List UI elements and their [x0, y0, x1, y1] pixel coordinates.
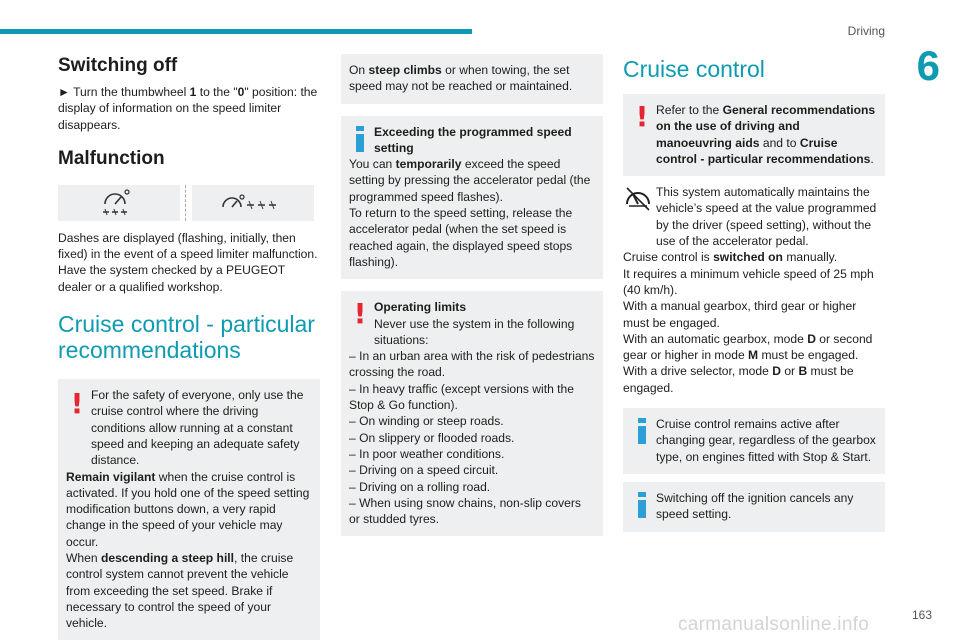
cruise-description — [623, 184, 885, 396]
column-3 — [623, 54, 885, 532]
safety-warning-box — [58, 379, 320, 640]
column-2 — [341, 54, 603, 536]
refer-warning-box — [623, 94, 885, 176]
switching-off-text: ► Turn the thumbwheel 1 to the "0" position: the display of information on the speed limiter disappears. — [58, 85, 318, 132]
speedometer-dashes-inline-icon — [221, 191, 285, 215]
ignition-text: Switching off the ignition cancels any speed setting. — [656, 490, 854, 522]
warning-text-3: When descending a steep hill, the cruise control system cannot prevent the vehicle from exceeding the set speed. Brake if necessary to control the speed of your vehicle. — [66, 551, 294, 631]
gear-change-info-box — [623, 408, 885, 474]
info-icon — [353, 126, 367, 152]
warning-icon: ! — [70, 387, 84, 421]
warning-icon: ! — [353, 297, 367, 331]
list-item: – Driving on a rolling road. — [349, 479, 491, 494]
speedometer-dashes-icon — [99, 188, 139, 218]
refer-text: Refer to the General recommendations on the use of driving and manoeuvring aids and to Cruise control - particular recommendations. — [656, 103, 876, 166]
particular-recommendations-heading: Cruise control - particular recommendations — [58, 311, 315, 364]
warning-text-2: Remain vigilant when the cruise control is activated. If you hold one of the speed setting modification buttons down, a very rapid change in the speed of your vehicle may occur. — [66, 469, 310, 549]
drive-selector-text: With a drive selector, mode D or B must be engaged. — [623, 364, 854, 395]
limits-intro: Never use the system in the following situations: — [374, 316, 575, 347]
section-name: Driving — [847, 24, 885, 38]
steep-climbs-box — [341, 54, 603, 104]
list-item: – In poor weather conditions. — [349, 446, 505, 461]
malfunction-text: Dashes are displayed (flashing, initially, then fixed) in the event of a speed limiter malfunction. Have the system checked by a PEUGEOT dealer or a qualified workshop. — [58, 230, 318, 294]
automatic-gearbox-text: With an automatic gearbox, mode D or second gear or higher in mode M must be engaged. — [623, 331, 873, 363]
min-speed-text: It requires a minimum vehicle speed of 25 mph (40 km/h). — [623, 266, 874, 297]
limits-title: Operating limits — [374, 300, 467, 315]
malfunction-heading: Malfunction — [58, 147, 165, 169]
list-item: – On slippery or flooded roads. — [349, 430, 515, 445]
chapter-number: 6 — [916, 42, 940, 89]
page-number: 163 — [911, 608, 932, 622]
warning-text-1: For the safety of everyone, only use the cruise control where the driving conditions allow running at a constant speed and keeping an adequate safety distance. — [91, 388, 304, 468]
exceeding-info-box — [341, 116, 603, 280]
cruise-intro-text: This system automatically maintains the vehicle’s speed at the value programmed by the driver (speed setting), without the use of the accelerator pedal. — [656, 185, 877, 249]
watermark: carmanualsonline.info — [678, 614, 870, 635]
gear-change-text: Cruise control remains active after changing gear, regardless of the gearbox type, on engines fitted with Stop & Start. — [656, 417, 876, 464]
exceeding-text-2: To return to the speed setting, release the accelerator pedal (when the set speed is reached again, the displayed speed stops flashing). — [349, 206, 573, 269]
info-icon — [635, 418, 649, 444]
list-item: – In heavy traffic (except versions with the Stop & Go function). — [349, 381, 574, 413]
cruise-control-icon — [624, 184, 652, 212]
malfunction-display — [58, 185, 320, 221]
ignition-info-box — [623, 482, 885, 532]
info-icon — [635, 492, 649, 518]
exceeding-title: Exceeding the programmed speed setting — [374, 124, 572, 155]
display-pane-right — [192, 185, 314, 221]
warning-icon: ! — [635, 100, 649, 133]
steep-climbs-text: On steep climbs or when towing, the set speed may not be reached or maintained. — [349, 63, 573, 94]
switched-on-text: Cruise control is switched on manually. — [623, 250, 838, 265]
cruise-control-heading: Cruise control — [623, 56, 765, 82]
list-item: – Driving on a speed circuit. — [349, 463, 499, 478]
exceeding-text-1: You can temporarily exceed the speed setting by pressing the accelerator pedal (the programmed speed flashes). — [349, 157, 591, 204]
list-item: – When using snow chains, non-slip covers or studded tyres. — [349, 495, 581, 527]
display-separator — [185, 185, 187, 221]
list-item: – In an urban area with the risk of pedestrians crossing the road. — [349, 349, 595, 380]
column-1 — [58, 54, 320, 640]
display-pane-left — [58, 185, 180, 221]
header-accent-bar — [0, 29, 472, 34]
operating-limits-box — [341, 291, 603, 536]
list-item: – On winding or steep roads. — [349, 414, 504, 429]
switching-off-heading: Switching off — [58, 55, 178, 76]
manual-gearbox-text: With a manual gearbox, third gear or higher must be engaged. — [623, 299, 857, 330]
